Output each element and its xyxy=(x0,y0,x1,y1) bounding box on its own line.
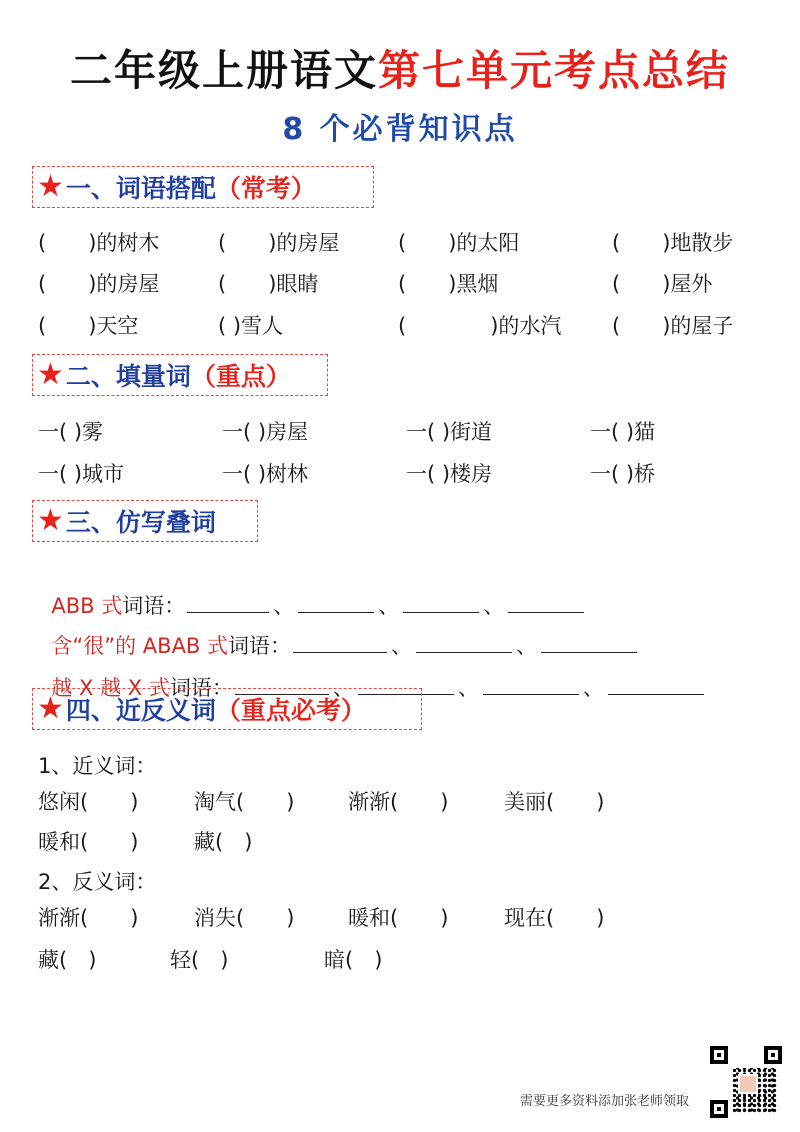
separator: 、 xyxy=(457,676,479,700)
section-2-note: （重点） xyxy=(190,362,291,391)
ant-r1c1: 渐渐( ) xyxy=(38,906,139,930)
s1-r3c1: ( )天空 xyxy=(38,314,139,338)
s3-line-1-label: 词语： xyxy=(122,594,186,618)
separator: 、 xyxy=(332,676,354,700)
s1-r1c2: ( )的房屋 xyxy=(218,231,340,255)
section-1-note: （常考） xyxy=(215,174,316,203)
s2-r2c4: 一( )桥 xyxy=(590,462,656,486)
s3-line-3-label: 词语： xyxy=(169,676,233,700)
title-red: 第七单元考点总结 xyxy=(378,46,731,95)
s2-r2c2: 一( )树林 xyxy=(222,462,309,486)
separator: 、 xyxy=(378,594,400,618)
syn-r1c2: 淘气( ) xyxy=(194,790,295,814)
s1-r1c3: ( )的太阳 xyxy=(398,231,520,255)
page-title xyxy=(0,38,800,98)
syn-r1c3: 渐渐( ) xyxy=(348,790,449,814)
syn-r1c1: 悠闲( ) xyxy=(38,790,139,814)
s2-r1c1: 一( )雾 xyxy=(38,420,104,444)
section-1-title: 一、词语搭配 xyxy=(65,174,216,203)
syn-r2c2: 藏( ) xyxy=(194,830,253,854)
antonym-label: 2、反义词： xyxy=(38,870,157,894)
ant-r1c2: 消失( ) xyxy=(194,906,295,930)
ant-r2c2: 轻( ) xyxy=(170,948,229,972)
answer-blank[interactable] xyxy=(483,676,579,695)
s2-r2c3: 一( )楼房 xyxy=(406,462,493,486)
s1-r2c1: ( )的房屋 xyxy=(38,272,160,296)
section-3-heading xyxy=(32,500,258,542)
ant-r1c4: 现在( ) xyxy=(504,906,605,930)
s1-r3c2: ( )雪人 xyxy=(218,314,284,338)
star-icon: ★ xyxy=(37,503,64,538)
syn-r2c1: 暖和( ) xyxy=(38,830,139,854)
separator: 、 xyxy=(582,676,604,700)
s1-r2c4: ( )屋外 xyxy=(612,272,713,296)
section-4-note: （重点必考） xyxy=(215,696,366,725)
section-2-title: 二、填量词 xyxy=(65,362,191,391)
footer-note: 需要更多资料添加张老师领取 xyxy=(520,1094,690,1109)
star-icon: ★ xyxy=(37,169,64,204)
separator: 、 xyxy=(273,594,295,618)
avatar xyxy=(738,1074,758,1094)
qr-code-icon[interactable] xyxy=(710,1046,782,1118)
s3-line-2-type: 含“很”的 ABAB 式 xyxy=(51,634,229,658)
separator: 、 xyxy=(391,634,413,658)
s1-r2c3: ( )黑烟 xyxy=(398,272,499,296)
s3-line-3-type: 越 X 越 X 式 xyxy=(51,676,170,700)
section-4-heading xyxy=(32,688,422,730)
s1-r3c3: ( )的水汽 xyxy=(398,314,562,338)
s1-r2c2: ( )眼睛 xyxy=(218,272,319,296)
page-subtitle: 8 个必背知识点 xyxy=(282,112,518,147)
star-icon: ★ xyxy=(37,357,64,392)
s1-r3c4: ( )的屋子 xyxy=(612,314,734,338)
section-2-heading xyxy=(32,354,328,396)
s2-r1c2: 一( )房屋 xyxy=(222,420,309,444)
syn-r1c4: 美丽( ) xyxy=(504,790,605,814)
ant-r2c3: 暗( ) xyxy=(324,948,383,972)
separator: 、 xyxy=(516,634,538,658)
s2-r1c3: 一( )街道 xyxy=(406,420,493,444)
s1-r1c4: ( )地散步 xyxy=(612,231,734,255)
s2-r1c4: 一( )猫 xyxy=(590,420,656,444)
ant-r2c1: 藏( ) xyxy=(38,948,97,972)
s3-line-1-type: ABB 式 xyxy=(51,594,123,618)
title-black: 二年级上册语文 xyxy=(69,46,378,95)
section-3-title: 三、仿写叠词 xyxy=(65,508,216,537)
s1-r1c1: ( )的树木 xyxy=(38,231,160,255)
s2-r2c1: 一( )城市 xyxy=(38,462,125,486)
answer-blank[interactable] xyxy=(608,676,704,695)
section-4-title: 四、近反义词 xyxy=(65,696,216,725)
star-icon: ★ xyxy=(37,691,64,726)
ant-r1c3: 暖和( ) xyxy=(348,906,449,930)
section-1-heading xyxy=(32,166,374,208)
synonym-label: 1、近义词： xyxy=(38,754,157,778)
separator: 、 xyxy=(483,594,505,618)
s3-line-2-label: 词语： xyxy=(228,634,292,658)
